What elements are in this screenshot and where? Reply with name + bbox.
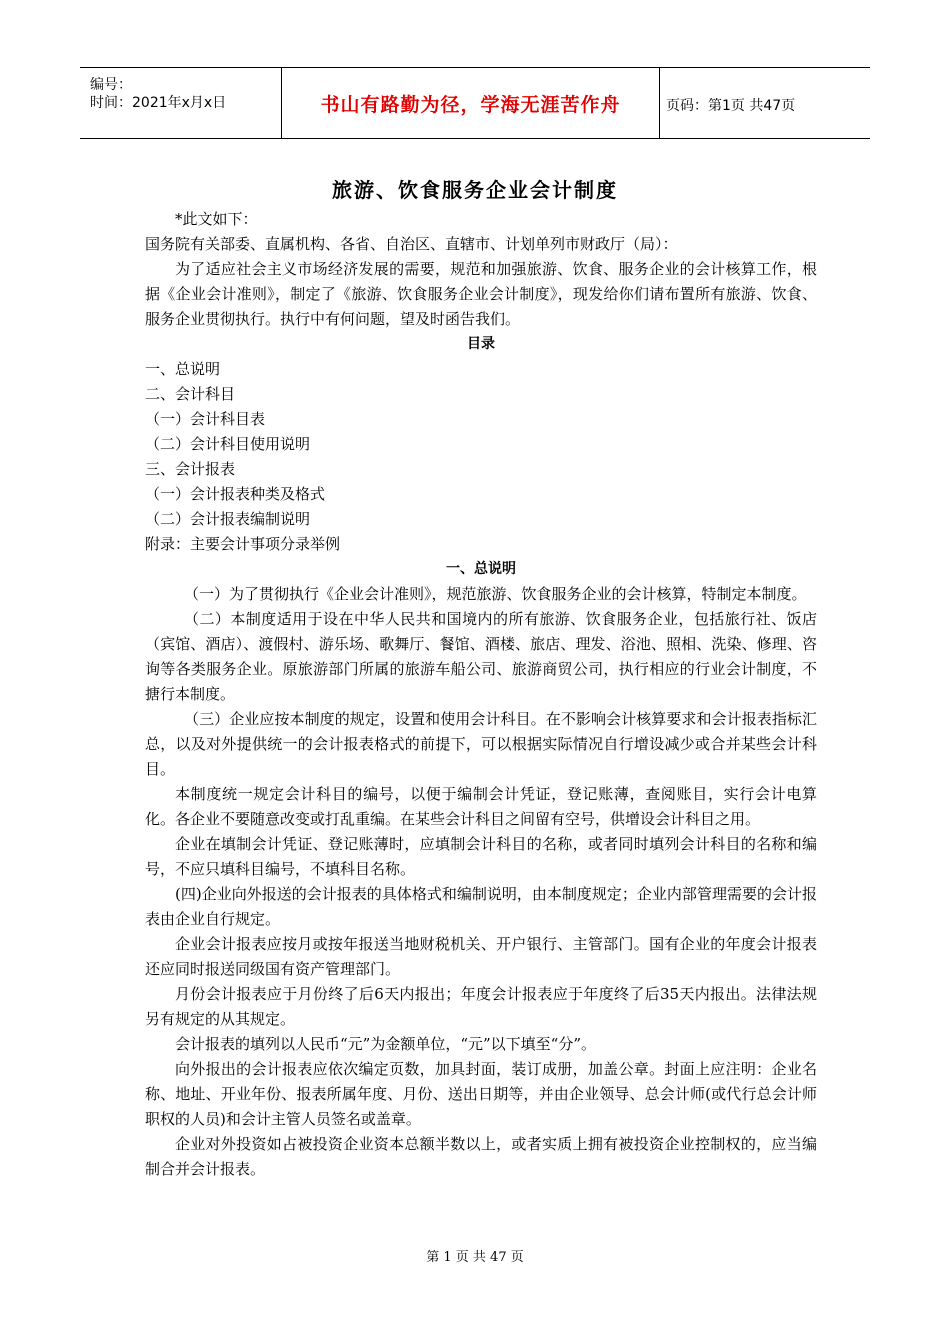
toc-item: 一、总说明 (145, 360, 221, 378)
section-paragraph: 企业在填制会计凭证、登记账薄时，应填制会计科目的名称，或者同时填列会计科目的名称和编号，不应只填科目编号，不填科目名称。 (145, 835, 817, 878)
toc-heading: 目录 (467, 336, 495, 352)
toc-item: 三、会计报表 (145, 460, 236, 478)
table-of-contents (145, 357, 817, 557)
section-paragraph: （三）企业应按本制度的规定，设置和使用会计科目。在不影响会计核算要求和会计报表指标汇总，以及对外提供统一的会计报表格式的前提下，可以根据实际情况自行增设减少或合并某些会计科目。 (145, 710, 817, 778)
toc-item: （二）会计科目使用说明 (145, 435, 311, 453)
intro-body: 为了适应社会主义市场经济发展的需要，规范和加强旅游、饮食、服务企业的会计核算工作，根据《企业会计准则》，制定了《旅游、饮食服务企业会计制度》，现发给你们请布置所有旅游、饮食、服务企业贯彻执行。执行中有何问题，望及时函告我们。 (145, 260, 817, 328)
section-paragraph: (四)企业向外报送的会计报表的具体格式和编制说明，由本制度规定；企业内部管理需要的会计报表由企业自行规定。 (145, 885, 817, 928)
section-paragraph: （二）本制度适用于设在中华人民共和国境内的所有旅游、饮食服务企业，包括旅行社、饭店（宾馆、酒店）、渡假村、游乐场、歌舞厅、餐馆、酒楼、旅店、理发、浴池、照相、洗染、修理、咨询等各类服务企业。原旅游部门所属的旅游车船公司、旅游商贸公司，执行相应的行业会计制度，不搪行本制度。 (145, 610, 817, 703)
header-motto-cell (281, 68, 660, 138)
document-title: 旅游、饮食服务企业会计制度 (332, 178, 618, 202)
section-paragraph: 月份会计报表应于月份终了后6天内报出；年度会计报表应于年度终了后35天内报出。法律法规另有规定的从其规定。 (145, 985, 817, 1028)
page-footer: 第 1 页 共 47 页 (426, 1250, 524, 1265)
section-heading: 一、总说明 (446, 561, 516, 577)
section-paragraph: 向外报出的会计报表应依次编定页数，加具封面，装订成册，加盖公章。封面上应注明：企业名称、地址、开业年份、报表所属年度、月份、送出日期等，并由企业领导、总会计师(或代行总会计师职权的人员)和会计主管人员签名或盖章。 (145, 1060, 817, 1128)
intro-addressee: 国务院有关部委、直属机构、各省、自治区、直辖市、计划单列市财政厅（局）： (145, 235, 678, 253)
document-body (145, 207, 817, 1182)
toc-item: （一）会计报表种类及格式 (145, 485, 326, 503)
toc-item: （二）会计报表编制说明 (145, 510, 311, 528)
document-date-label: 时间：2021年x月x日 (90, 95, 227, 111)
toc-item: （一）会计科目表 (145, 410, 266, 428)
header-meta (80, 68, 280, 138)
section-paragraph: 企业对外投资如占被投资企业资本总额半数以上，或者实质上拥有被投资企业控制权的，应当编制合并会计报表。 (145, 1135, 817, 1178)
toc-item: 二、会计科目 (145, 385, 236, 403)
document-header (80, 67, 870, 139)
intro-lead: *此文如下： (175, 210, 258, 228)
header-motto: 书山有路勤为径，学海无涯苦作舟 (320, 93, 621, 116)
section-paragraph: 企业会计报表应按月或按年报送当地财税机关、开户银行、主管部门。国有企业的年度会计报表还应同时报送同级国有资产管理部门。 (145, 935, 817, 978)
section-paragraph: 会计报表的填列以人民币“元”为金额单位，“元”以下填至“分”。 (175, 1035, 597, 1053)
toc-item: 附录：主要会计事项分录举例 (145, 535, 341, 553)
section-paragraph: （一）为了贯彻执行《企业会计准则》，规范旅游、饮食服务企业的会计核算，特制定本制度。 (184, 585, 807, 603)
section-paragraph: 本制度统一规定会计科目的编号，以便于编制会计凭证，登记账薄，查阅账目，实行会计电算化。各企业不要随意改变或打乱重编。在某些会计科目之间留有空号，供增设会计科目之用。 (145, 785, 817, 828)
header-page-info: 页码：第1页 共47页 (666, 98, 796, 114)
document-number-label: 编号： (90, 77, 132, 93)
